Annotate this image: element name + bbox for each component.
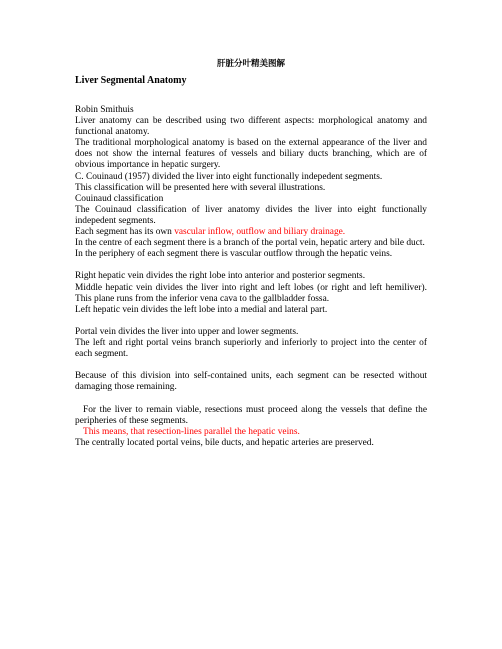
paragraph: Portal vein divides the liver into upper and lower segments.	[75, 326, 299, 337]
paragraph: In the centre of each segment there is a branch of the portal vein, hepatic artery and bile duct.	[75, 238, 425, 249]
paragraph: Middle hepatic vein divides the liver into right and left lobes (or right and left hemiliver). This plane runs from the inferior vena cava to the gallbladder fossa.	[75, 282, 427, 304]
paragraph: The centrally located portal veins, bile ducts, and hepatic arteries are preserved.	[75, 437, 374, 448]
highlighted-text: vascular inflow, outflow and biliary drainage.	[174, 227, 346, 238]
spacer	[75, 360, 427, 371]
spacer	[75, 393, 427, 404]
document-title: Liver Segmental Anatomy	[75, 75, 187, 86]
spacer	[75, 260, 427, 271]
paragraph: This classification will be presented here with several illustrations.	[75, 182, 326, 193]
paragraph	[75, 227, 427, 238]
document-title-chinese: 肝脏分叶精美图解	[216, 59, 285, 69]
paragraph: C. Couinaud (1957) divided the liver into eight functionally indepedent segments.	[75, 171, 383, 182]
highlighted-paragraph: This means, that resection-lines parallel the hepatic veins.	[83, 426, 300, 437]
spacer	[75, 316, 427, 327]
paragraph: Right hepatic vein divides the right lobe into anterior and posterior segments.	[75, 271, 366, 282]
paragraph: The traditional morphological anatomy is based on the external appearance of the liver and does not show the internal features of vessels and biliary ducts branching, which are of obvious importance in hepatic surgery.	[75, 138, 427, 171]
paragraph: Because of this division into self-contained units, each segment can be resected without damaging those remaining.	[75, 371, 427, 393]
paragraph: The Couinaud classification of liver anatomy divides the liver into eight functionally indepedent segments.	[75, 204, 427, 226]
paragraph: Left hepatic vein divides the left lobe into a medial and lateral part.	[75, 304, 328, 315]
section-heading: Couinaud classification	[75, 193, 164, 204]
document-body	[75, 105, 427, 449]
author-line: Robin Smithuis	[75, 105, 134, 115]
paragraph-text: Each segment has its own	[75, 227, 175, 238]
paragraph: For the liver to remain viable, resections must proceed along the vessels that define the peripheries of these segments.	[75, 404, 427, 426]
paragraph: Liver anatomy can be described using two different aspects: morphological anatomy and functional anatomy.	[75, 116, 427, 138]
paragraph: The left and right portal veins branch superiorly and inferiorly to project into the center of each segment.	[75, 337, 427, 360]
paragraph: In the periphery of each segment there is vascular outflow through the hepatic veins.	[75, 249, 393, 260]
